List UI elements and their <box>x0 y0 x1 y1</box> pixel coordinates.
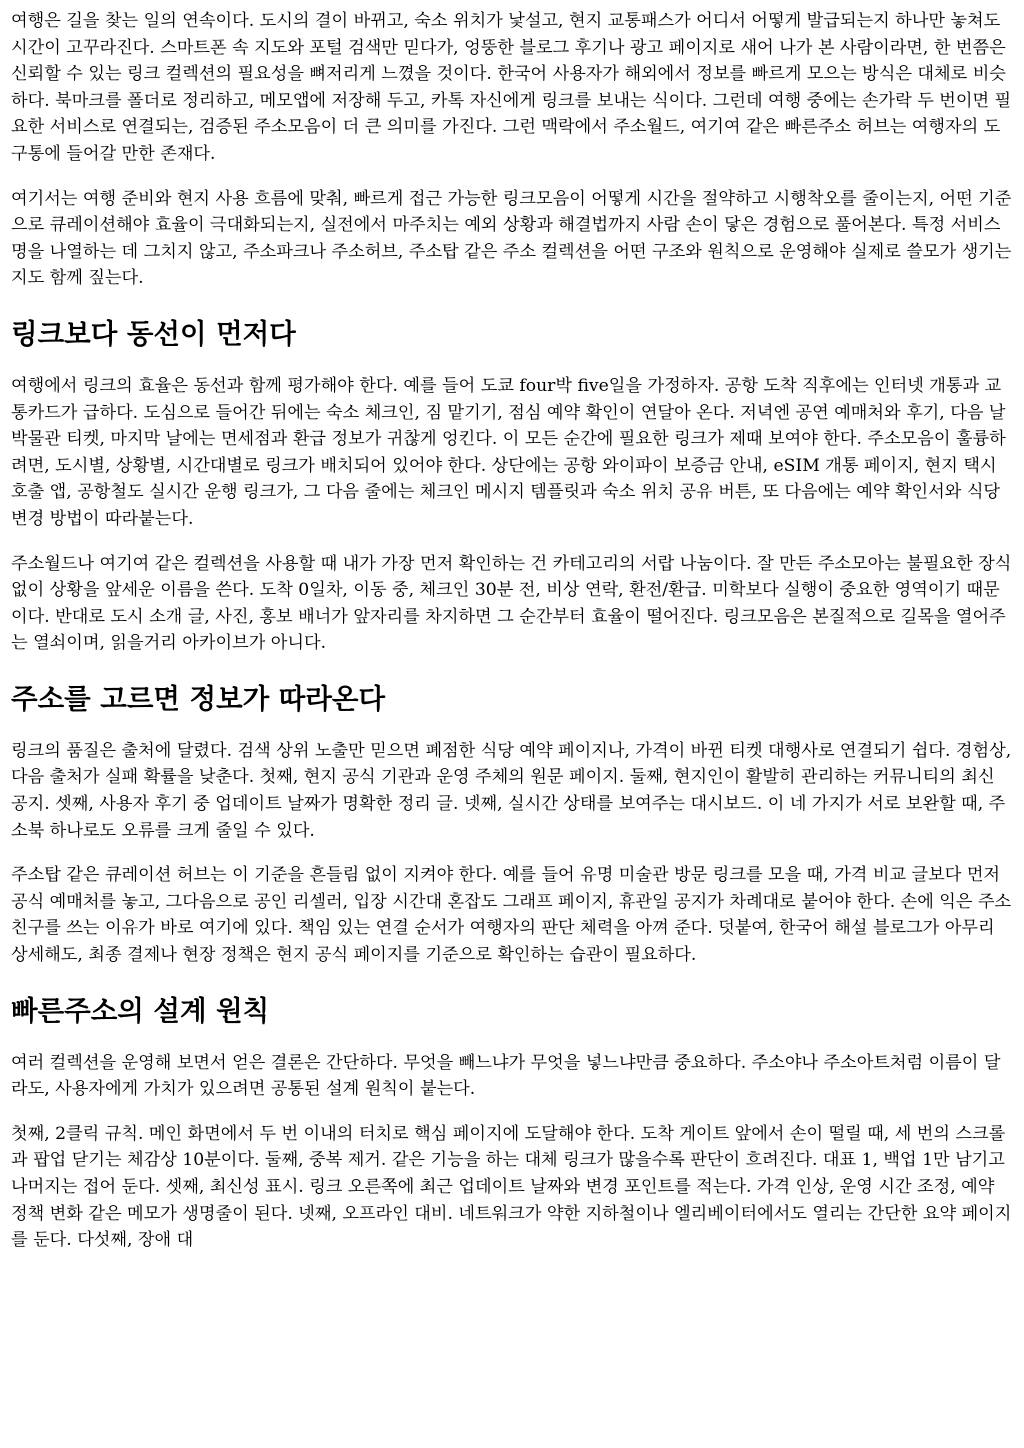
section-paragraph: 첫째, 2클릭 규칙. 메인 화면에서 두 번 이내의 터치로 핵심 페이지에 도달해야 한다. 도착 게이트 앞에서 손이 떨릴 때, 세 번의 스크롤과 팝업 닫기는 체감상 10분이다. 둘째, 중복 제거. 같은 기능을 하는 대체 링크가 많을수록 판단이 흐려진다. 대표 1, 백업 1만 남기고 나머지는 접어 둔다. 셋째, 최신성 표시. 링크 오른쪽에 최근 업데이트 날짜와 변경 포인트를 적는다. 가격 인상, 운영 시간 조정, 예약 정책 변화 같은 메모가 생명줄이 된다. 넷째, 오프라인 대비. 네트워크가 약한 지하철이나 엘리베이터에서도 열리는 간단한 요약 페이지를 둔다. 다섯째, 장애 대 <box>11 1123 1012 1251</box>
section-paragraph: 주소월드나 여기여 같은 컬렉션을 사용할 때 내가 가장 먼저 확인하는 건 카테고리의 서랍 나눔이다. 잘 만든 주소모아는 불필요한 장식 없이 상황을 앞세운 이름을 쓴다. 도착 0일차, 이동 중, 체크인 30분 전, 비상 연락, 환전/환급. 미학보다 실행이 중요한 영역이기 때문이다. 반대로 도시 소개 글, 사진, 홍보 배너가 앞자리를 차지하면 그 순간부터 효율이 떨어진다. 링크모음은 본질적으로 길목을 열어주는 열쇠이며, 읽을거리 아카이브가 아니다. <box>11 553 1012 654</box>
section-heading: 주소를 고르면 정보가 따라온다 <box>11 682 386 715</box>
section-paragraph: 주소탑 같은 큐레이션 허브는 이 기준을 흔들림 없이 지켜야 한다. 예를 들어 유명 미술관 방문 링크를 모을 때, 가격 비교 글보다 먼저 공식 예매처를 놓고, 그다음으로 공인 리셀러, 입장 시간대 혼잡도 그래프 페이지, 휴관일 공지가 차례대로 붙어야 한다. 손에 익은 주소친구를 쓰는 이유가 바로 여기에 있다. 책임 있는 연결 순서가 여행자의 판단 체력을 아껴 준다. 덧붙여, 한국어 해설 블로그가 아무리 상세해도, 최종 결제나 현장 정책은 현지 공식 페이지를 기준으로 확인하는 습관이 필요하다. <box>11 865 1012 966</box>
section-heading: 링크보다 동선이 먼저다 <box>11 317 296 350</box>
section-heading: 빠른주소의 설계 원칙 <box>11 994 270 1027</box>
section-paragraph: 여행에서 링크의 효율은 동선과 함께 평가해야 한다. 예를 들어 도쿄 four박 five일을 가정하자. 공항 도착 직후에는 인터넷 개통과 교통카드가 급하다. 도심으로 들어간 뒤에는 숙소 체크인, 짐 맡기기, 점심 예약 확인이 연달아 온다. 저녁엔 공연 예매처와 후기, 다음 날 박물관 티켓, 마지막 날에는 면세점과 환급 정보가 귀찮게 엉킨다. 이 모든 순간에 필요한 링크가 제때 보여야 한다. 주소모음이 훌륭하려면, 도시별, 상황별, 시간대별로 링크가 배치되어 있어야 한다. 상단에는 공항 와이파이 보증금 안내, eSIM 개통 페이지, 현지 택시 호출 앱, 공항철도 실시간 운행 링크가, 그 다음 줄에는 체크인 메시지 템플릿과 숙소 위치 공유 버튼, 또 다음에는 예약 확인서와 식당 변경 방법이 따라붙는다. <box>11 375 1006 529</box>
article <box>11 8 1012 1254</box>
intro-paragraph: 여행은 길을 찾는 일의 연속이다. 도시의 결이 바뀌고, 숙소 위치가 낯설고, 현지 교통패스가 어디서 어떻게 발급되는지 하나만 놓쳐도 시간이 고꾸라진다. 스마트폰 속 지도와 포털 검색만 믿다가, 엉뚱한 블로그 후기나 광고 페이지로 새어 나가 본 사람이라면, 한 번쯤은 신뢰할 수 있는 링크 컬렉션의 필요성을 뼈저리게 느꼈을 것이다. 한국어 사용자가 해외에서 정보를 빠르게 모으는 방식은 대체로 비슷하다. 북마크를 폴더로 정리하고, 메모앱에 저장해 두고, 카톡 자신에게 링크를 보내는 식이다. 그런데 여행 중에는 손가락 두 번이면 필요한 서비스로 연결되는, 검증된 주소모음이 더 큰 의미를 가진다. 그런 맥락에서 주소월드, 여기여 같은 빠른주소 허브는 여행자의 도구통에 들어갈 만한 존재다. <box>11 11 1012 164</box>
section-paragraph: 여러 컬렉션을 운영해 보면서 얻은 결론은 간단하다. 무엇을 빼느냐가 무엇을 넣느냐만큼 중요하다. 주소야나 주소아트처럼 이름이 달라도, 사용자에게 가치가 있으려면 공통된 설계 원칙이 붙는다. <box>11 1052 1001 1100</box>
section-paragraph: 링크의 품질은 출처에 달렸다. 검색 상위 노출만 믿으면 폐점한 식당 예약 페이지나, 가격이 바뀐 티켓 대행사로 연결되기 쉽다. 경험상, 다음 출처가 실패 확률을 낮춘다. 첫째, 현지 공식 기관과 운영 주체의 원문 페이지. 둘째, 현지인이 활발히 관리하는 커뮤니티의 최신 공지. 셋째, 사용자 후기 중 업데이트 날짜가 명확한 정리 글. 넷째, 실시간 상태를 보여주는 대시보드. 이 네 가지가 서로 보완할 때, 주소북 하나로도 오류를 크게 줄일 수 있다. <box>11 740 1012 841</box>
intro-paragraph: 여기서는 여행 준비와 현지 사용 흐름에 맞춰, 빠르게 접근 가능한 링크모음이 어떻게 시간을 절약하고 시행착오를 줄이는지, 어떤 기준으로 큐레이션해야 효율이 극대화되는지, 실전에서 마주치는 예외 상황과 해결법까지 사람 손이 닿은 경험으로 풀어본다. 특정 서비스명을 나열하는 데 그치지 않고, 주소파크나 주소허브, 주소탑 같은 주소 컬렉션을 어떤 구조와 원칙으로 운영해야 실제로 쓸모가 생기는지도 함께 짚는다. <box>11 188 1012 289</box>
